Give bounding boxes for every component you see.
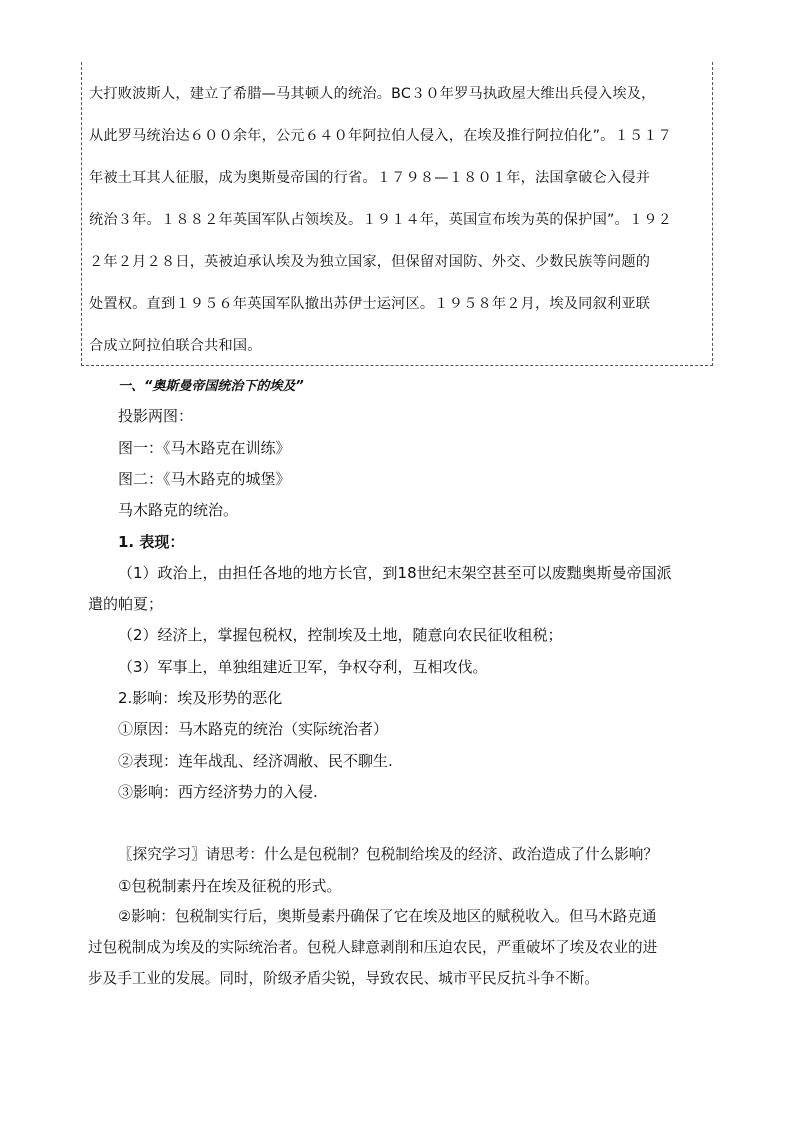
impact-cause: ①原因：马木路克的统治（实际统治者） bbox=[118, 720, 389, 738]
projection-intro: 投影两图： bbox=[118, 407, 194, 425]
point-political-line-1: （1）政治上，由担任各地的地方长官，到18世纪末架空甚至可以废黜奥斯曼帝国派 bbox=[118, 564, 672, 582]
inquiry-question: 〖探究学习〗请思考：什么是包税制？包税制给埃及的经济、政治造成了什么影响？ bbox=[118, 846, 658, 863]
box-text-line-7: 合成立阿拉伯联合共和国。 bbox=[89, 338, 262, 354]
box-text-line-1: 大打败波斯人，建立了希腊—马其顿人的统治。BC３０年罗马执政屋大维出兵侵入埃及， bbox=[89, 86, 656, 102]
section-title: 一、“奥斯曼帝国统治下的埃及” bbox=[118, 379, 304, 394]
inquiry-answer-2-line-2: 过包税制成为埃及的实际统治者。包税人肆意剥削和压迫农民，严重破坏了埃及农业的进 bbox=[88, 939, 658, 956]
box-text-line-2: 从此罗马统治达６００余年，公元６４０年阿拉伯人侵入，在埃及推行阿拉伯化”。１５１７ bbox=[89, 128, 673, 144]
figure-one-caption: 图一：《马木路克在训练》 bbox=[118, 439, 291, 457]
manifestation-heading: 1. 表现： bbox=[118, 533, 185, 551]
box-text-line-5: ２年２月２８日，英被迫承认埃及为独立国家，但保留对国防、外交、少数民族等问题的 bbox=[89, 254, 651, 270]
inquiry-answer-1: ①包税制素丹在埃及征税的形式。 bbox=[118, 877, 342, 895]
point-military: （3）军事上，单独组建近卫军，争权夺利，互相攻伐。 bbox=[118, 658, 488, 676]
impact-manifestation: ②表现：连年战乱、经济凋敝、民不聊生. bbox=[118, 752, 393, 770]
inquiry-answer-2-line-3: 步及手工业的发展。同时，阶级矛盾尖锐，导致农民、城市平民反抗斗争不断。 bbox=[88, 970, 599, 987]
box-text-line-3: 年被土耳其人征服，成为奥斯曼帝国的行省。１７９８—１８０１年，法国拿破仑入侵并 bbox=[89, 170, 651, 186]
figure-two-caption: 图二：《马木路克的城堡》 bbox=[118, 470, 291, 488]
inquiry-answer-2-line-1: ②影响：包税制实行后，奥斯曼素丹确保了它在埃及地区的赋税收入。但马木路克通 bbox=[118, 908, 657, 925]
box-text-line-6: 处置权。直到１９５６年英国军队撤出苏伊士运河区。１９５８年２月，埃及同叙利亚联 bbox=[89, 296, 651, 312]
point-political-line-2: 遣的帕夏； bbox=[88, 595, 164, 613]
impact-heading: 2.影响：埃及形势的恶化 bbox=[118, 689, 283, 707]
box-text-line-4: 统治３年。１８８２年英国军队占领埃及。１９１４年，英国宣布埃为英的保护国”。１９２ bbox=[89, 212, 673, 228]
point-economic: （2）经济上，掌握包税权，控制埃及土地，随意向农民征收租税； bbox=[118, 626, 563, 644]
impact-effect: ③影响：西方经济势力的入侵. bbox=[118, 783, 318, 801]
rule-heading: 马木路克的统治。 bbox=[118, 501, 239, 519]
